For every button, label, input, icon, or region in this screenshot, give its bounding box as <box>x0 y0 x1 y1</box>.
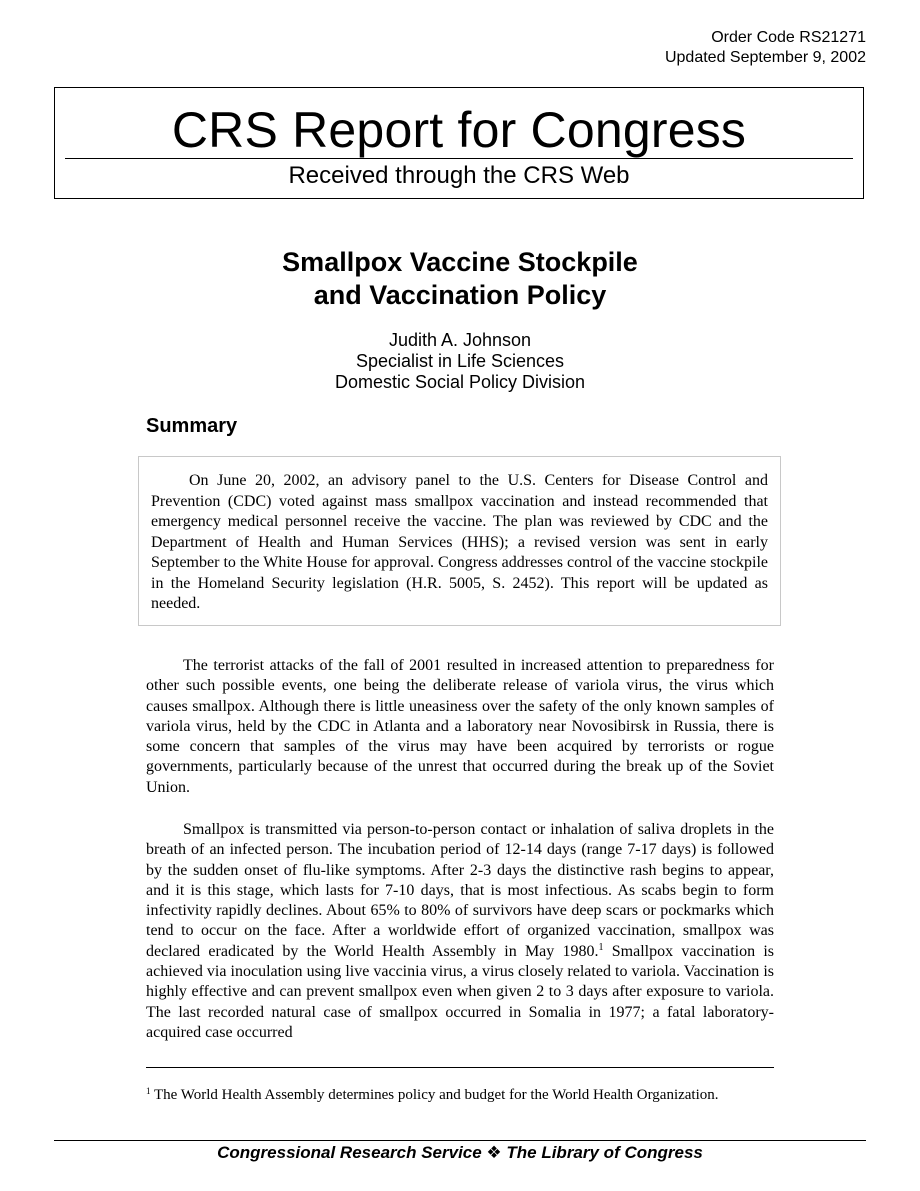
footnote-marker: 1 <box>146 1086 151 1096</box>
summary-text: On June 20, 2002, an advisory panel to the U.S. Centers for Disease Control and Prevention (CDC) voted against mass smallpox vaccination and instead recommended that emergency medical personnel receive the vaccine. The plan was reviewed by CDC and the Department of Health and Human Services (HHS); a revised version was sent in early September to the White House for approval. Congress addresses control of the vaccine stockpile in the Homeland Security legislation (H.R. 5005, S. 2452). This report will be updated as needed. <box>151 472 768 612</box>
updated-date: Updated September 9, 2002 <box>664 49 866 66</box>
report-title <box>0 246 920 312</box>
summary-box <box>138 456 781 626</box>
summary-heading: Summary <box>146 415 238 437</box>
footnote-rule <box>146 1067 774 1068</box>
footnote <box>146 1086 786 1104</box>
report-title-line1: Smallpox Vaccine Stockpile <box>282 247 638 277</box>
author-name: Judith A. Johnson <box>388 330 532 350</box>
order-code: Order Code RS21271 <box>711 29 866 46</box>
footnote-text: The World Health Assembly determines policy and budget for the World Health Organization. <box>150 1087 719 1103</box>
body-paragraph-2-part2: Smallpox vaccination is achieved via inoculation using live vaccinia virus, a virus closely related to variola. Vaccination is highly effective and can prevent smallpox even when given 2 to 3 days after exposure to variola. The last recorded natural case of smallpox occurred in Somalia in 1977; a fatal laboratory-acquired case occurred <box>146 942 775 1041</box>
footer-text: Congressional Research Service ❖ The Library of Congress <box>217 1143 703 1162</box>
footer-rule <box>54 1140 866 1141</box>
footnote-reference[interactable]: 1 <box>598 941 604 953</box>
body-paragraph-1: The terrorist attacks of the fall of 2001 resulted in increased attention to preparedness for other such possible events, one being the deliberate release of variola virus, the virus which causes smallpox. Although there is little uneasiness over the safety of the only known samples of variola virus, held by the CDC in Atlanta and a laboratory near Novosibirsk in Russia, there is some concern that samples of the virus may have been acquired by terrorists or rogue governments, particularly because of the unrest that occurred during the break up of the Soviet Union. <box>146 657 774 796</box>
header-rule <box>65 158 853 159</box>
body-paragraph-2 <box>146 820 774 1043</box>
report-header-box <box>54 87 864 199</box>
author-division: Domestic Social Policy Division <box>334 372 586 392</box>
body-paragraph-2-part1: Smallpox is transmitted via person-to-person contact or inhalation of saliva droplets in the breath of an infected person. The incubation period of 12-14 days (range 7-17 days) is followed by the sudden onset of flu-like symptoms. After 2-3 days the distinctive rash begins to appear, and it is this stage, which lasts for 7-10 days, that is most infectious. As scabs begin to form infectivity rapidly declines. About 65% to 80% of survivors have deep scars or pockmarks which tend to occur on the face. After a worldwide effort of organized vaccination, smallpox was declared eradicated by the World Health Assembly in May 1980. <box>146 821 774 960</box>
author-role: Specialist in Life Sciences <box>355 351 565 371</box>
report-title-line2: and Vaccination Policy <box>313 280 607 310</box>
header-subtitle: Received through the CRS Web <box>288 162 630 189</box>
header-title: CRS Report for Congress <box>171 102 747 158</box>
author-block <box>0 330 920 393</box>
order-code-block <box>665 28 866 68</box>
